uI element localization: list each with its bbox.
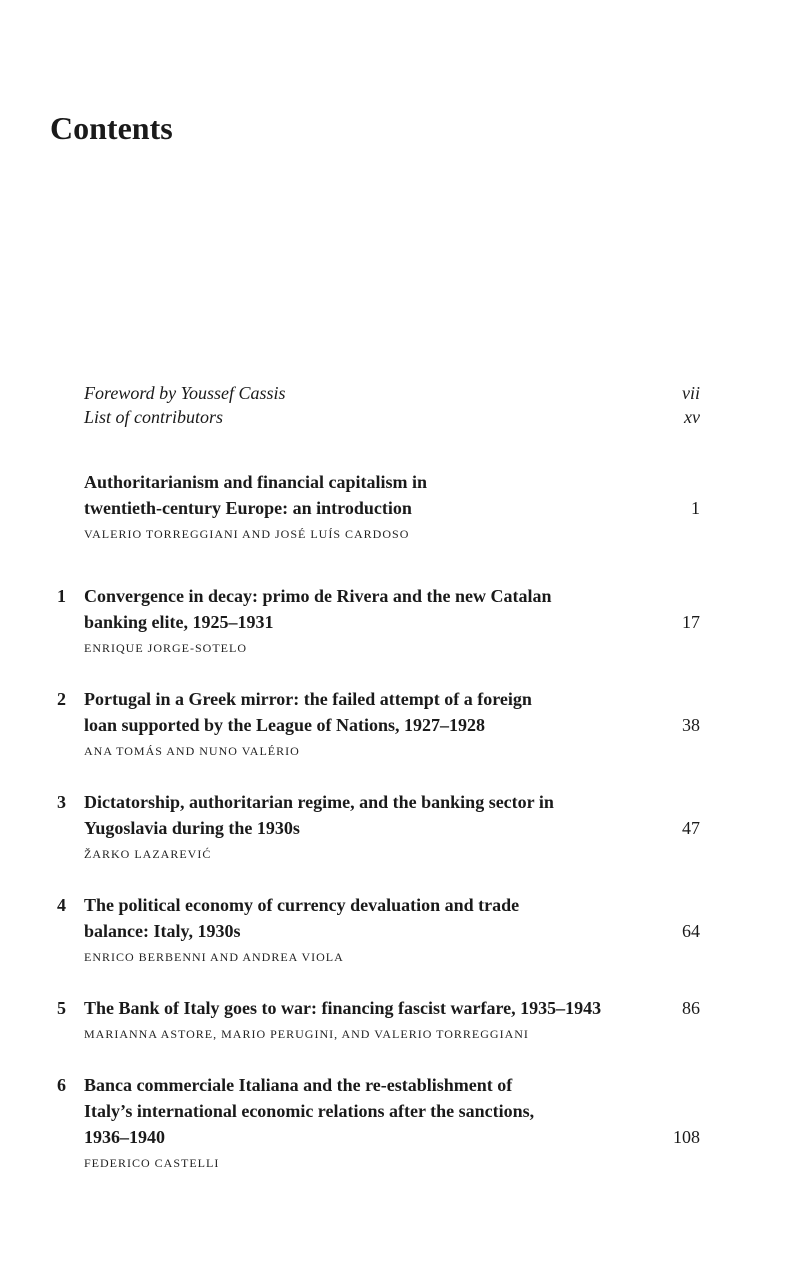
chapter-title [84, 583, 664, 635]
chapter-title-line: Dictatorship, authoritarian regime, and the banking sector in [84, 792, 554, 812]
chapter-title [84, 686, 664, 738]
page-title: Contents [50, 110, 173, 146]
chapter-title [84, 892, 664, 944]
toc-entry[interactable] [0, 892, 800, 971]
chapter-number: 6 [57, 1075, 66, 1095]
chapter-title-line: Portugal in a Greek mirror: the failed attempt of a foreign [84, 689, 532, 709]
chapter-title-line: balance: Italy, 1930s [84, 921, 241, 941]
chapter-page: 64 [682, 921, 700, 941]
chapter-author: ANA TOMÁS AND NUNO VALÉRIO [84, 744, 300, 758]
chapter-page: 38 [682, 715, 700, 735]
chapter-number: 3 [57, 792, 66, 812]
chapter-author: FEDERICO CASTELLI [84, 1156, 220, 1170]
chapter-title-line: twentieth-century Europe: an introduction [84, 498, 412, 518]
chapter-author: ŽARKO LAZAREVIĆ [84, 847, 212, 861]
chapter-page: 86 [682, 998, 700, 1018]
entry-page: vii [682, 383, 700, 403]
chapter-page: 47 [682, 818, 700, 838]
entry-page: xv [684, 407, 700, 427]
toc-entry-contributors[interactable] [0, 405, 800, 429]
chapter-title-line: Yugoslavia during the 1930s [84, 818, 300, 838]
chapter-page: 1 [691, 498, 700, 518]
toc-entry[interactable] [0, 995, 800, 1048]
chapter-title-line: The political economy of currency devaluation and trade [84, 895, 520, 915]
chapter-page: 108 [673, 1127, 700, 1147]
chapter-title-line: Banca commerciale Italiana and the re-establishment of [84, 1075, 513, 1095]
toc-entry[interactable] [0, 583, 800, 662]
toc-entry[interactable] [0, 686, 800, 765]
chapter-title [84, 1072, 664, 1150]
chapter-author: VALERIO TORREGGIANI AND JOSÉ LUÍS CARDOSO [84, 527, 410, 541]
chapter-title-line: loan supported by the League of Nations, 1927–1928 [84, 715, 486, 735]
table-of-contents [0, 381, 800, 1201]
chapter-list [0, 469, 800, 1177]
chapter-title [84, 469, 664, 521]
entry-title: List of contributors [84, 407, 224, 427]
chapter-title-line: 1936–1940 [84, 1127, 165, 1147]
chapter-title-line: Convergence in decay: primo de Rivera and the new Catalan [84, 586, 552, 606]
chapter-number: 2 [57, 689, 66, 709]
chapter-author: ENRICO BERBENNI AND ANDREA VIOLA [84, 950, 344, 964]
chapter-number: 1 [57, 586, 66, 606]
chapter-title-line: banking elite, 1925–1931 [84, 612, 274, 632]
chapter-number: 5 [57, 998, 66, 1018]
toc-entry[interactable] [0, 469, 800, 548]
chapter-title [84, 995, 664, 1021]
chapter-title-line: Italy’s international economic relations after the sanctions, [84, 1101, 535, 1121]
chapter-title-line: The Bank of Italy goes to war: financing fascist warfare, 1935–1943 [84, 998, 602, 1018]
toc-entry[interactable] [0, 789, 800, 868]
chapter-author: MARIANNA ASTORE, MARIO PERUGINI, AND VALERIO TORREGGIANI [84, 1027, 529, 1041]
front-matter [0, 381, 800, 429]
entry-title: Foreword by Youssef Cassis [84, 383, 286, 403]
chapter-author: ENRIQUE JORGE-SOTELO [84, 641, 247, 655]
chapter-page: 17 [682, 612, 700, 632]
chapter-title [84, 789, 664, 841]
toc-entry[interactable] [0, 1072, 800, 1177]
toc-entry-foreword[interactable] [0, 381, 800, 405]
chapter-title-line: Authoritarianism and financial capitalism in [84, 472, 428, 492]
chapter-number: 4 [57, 895, 66, 915]
